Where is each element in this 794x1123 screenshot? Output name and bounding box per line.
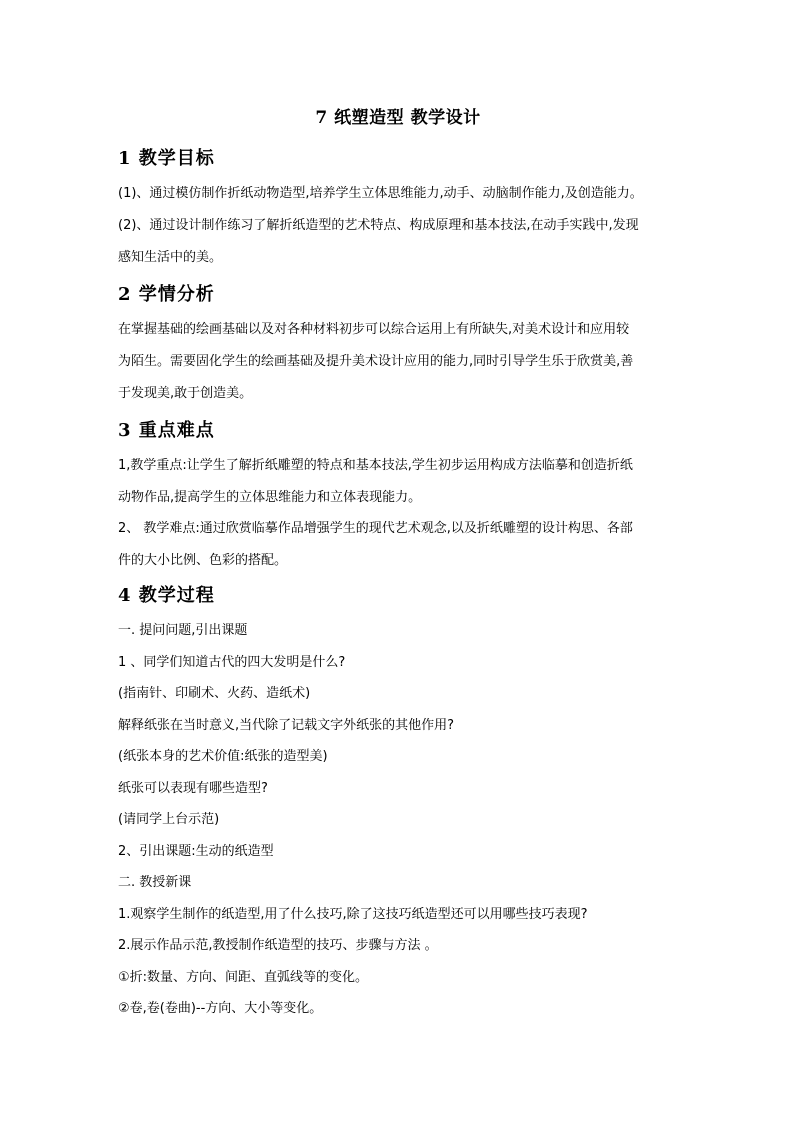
section-heading-goals: 1 教学目标 bbox=[118, 148, 215, 169]
process-line-2: 1 、同学们知道古代的四大发明是什么? bbox=[118, 655, 346, 670]
goals-line-2: (2)、通过设计制作练习了解折纸造型的艺术特点、构成原理和基本技法,在动手实践中,发现 bbox=[118, 218, 639, 233]
section-heading-key-points: 3 重点难点 bbox=[118, 420, 215, 441]
process-line-3: (指南针、印刷术、火药、造纸术) bbox=[118, 686, 311, 701]
key-points-line-1: 1,教学重点:让学生了解折纸雕塑的特点和基本技法,学生初步运用构成方法临摹和创造折纸 bbox=[118, 458, 633, 473]
key-points-line-3: 2、 教学难点:通过欣赏临摹作品增强学生的现代艺术观念,以及折纸雕塑的设计构思、各部 bbox=[118, 521, 633, 536]
process-line-6: 纸张可以表现有哪些造型? bbox=[118, 781, 268, 796]
goals-line-3: 感知生活中的美。 bbox=[118, 250, 223, 265]
document-page bbox=[118, 0, 678, 1123]
key-points-line-4: 件的大小比例、色彩的搭配。 bbox=[118, 553, 288, 568]
process-line-8: 2、引出课题:生动的纸造型 bbox=[118, 844, 274, 859]
process-line-13: ②卷,卷(卷曲)--方向、大小等变化。 bbox=[118, 1001, 323, 1016]
process-line-5: (纸张本身的艺术价值:纸张的造型美) bbox=[118, 749, 328, 764]
section-heading-analysis: 2 学情分析 bbox=[118, 284, 215, 305]
process-line-4: 解释纸张在当时意义,当代除了记载文字外纸张的其他作用? bbox=[118, 718, 455, 733]
process-line-9: 二. 教授新课 bbox=[118, 875, 192, 890]
goals-line-1: (1)、通过模仿制作折纸动物造型,培养学生立体思维能力,动手、动脑制作能力,及创造能力。 bbox=[118, 186, 643, 201]
section-heading-process: 4 教学过程 bbox=[118, 585, 215, 606]
process-line-7: (请同学上台示范) bbox=[118, 812, 220, 827]
process-line-11: 2.展示作品示范,教授制作纸造型的技巧、步骤与方法 。 bbox=[118, 938, 438, 953]
process-line-10: 1.观察学生制作的纸造型,用了什么技巧,除了这技巧纸造型还可以用哪些技巧表现? bbox=[118, 907, 588, 922]
key-points-line-2: 动物作品,提高学生的立体思维能力和立体表现能力。 bbox=[118, 490, 422, 505]
document-title: 7 纸塑造型 教学设计 bbox=[315, 108, 481, 128]
analysis-line-2: 为陌生。需要固化学生的绘画基础及提升美术设计应用的能力,同时引导学生乐于欣赏美,善 bbox=[118, 354, 634, 369]
process-line-1: 一. 提问问题,引出课题 bbox=[118, 623, 248, 638]
analysis-line-3: 于发现美,敢于创造美。 bbox=[118, 386, 253, 401]
process-line-12: ①折:数量、方向、间距、直弧线等的变化。 bbox=[118, 970, 369, 985]
analysis-line-1: 在掌握基础的绘画基础以及对各种材料初步可以综合运用上有所缺失,对美术设计和应用较 bbox=[118, 322, 630, 337]
